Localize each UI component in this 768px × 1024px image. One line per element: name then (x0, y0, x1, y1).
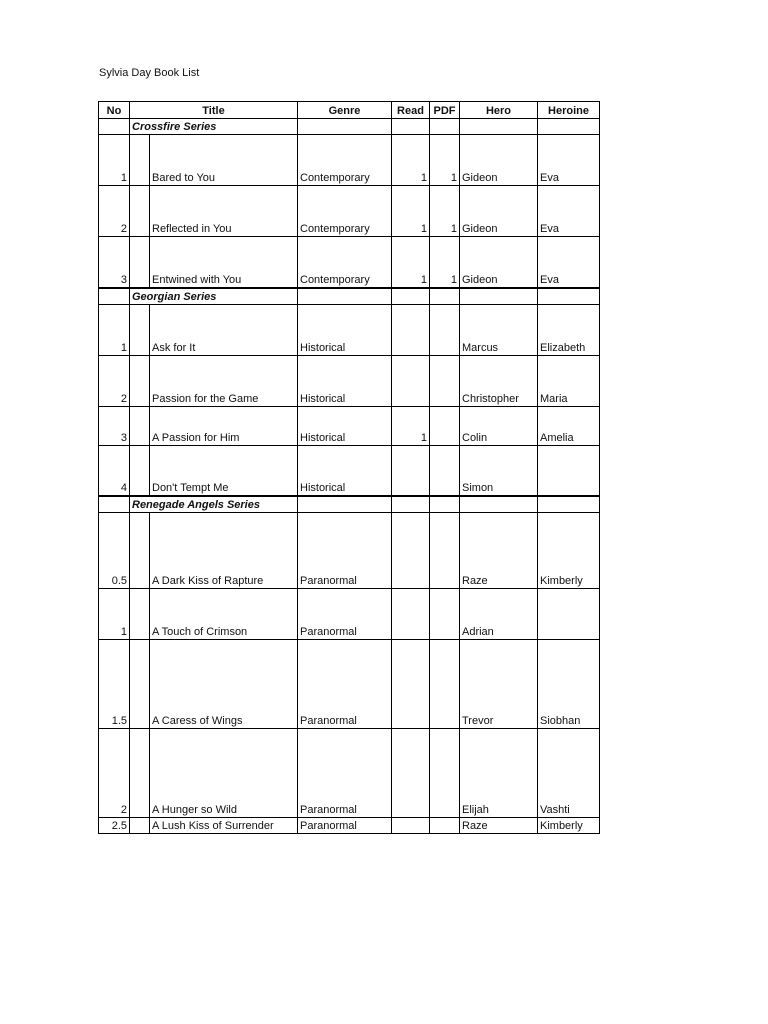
book-title: A Lush Kiss of Surrender (150, 818, 298, 834)
table-row (99, 186, 600, 237)
book-title: Ask for It (150, 304, 298, 355)
book-genre: Historical (298, 304, 392, 355)
book-hero: Marcus (460, 304, 538, 355)
book-heroine: Vashti (538, 729, 600, 818)
book-number: 0.5 (99, 513, 130, 589)
book-pdf (430, 513, 460, 589)
book-genre: Paranormal (298, 729, 392, 818)
book-genre: Contemporary (298, 186, 392, 237)
book-heroine: Elizabeth (538, 304, 600, 355)
table-row (99, 406, 600, 445)
book-heroine: Kimberly (538, 513, 600, 589)
book-genre: Historical (298, 355, 392, 406)
header-row (99, 102, 600, 119)
book-heroine: Amelia (538, 406, 600, 445)
series-name: Georgian Series (130, 288, 298, 305)
book-pdf (430, 640, 460, 729)
book-genre: Paranormal (298, 589, 392, 640)
book-list-table (98, 101, 600, 834)
book-heroine: Eva (538, 135, 600, 186)
book-read (392, 818, 430, 834)
table-row (99, 640, 600, 729)
book-genre: Historical (298, 445, 392, 496)
table-row (99, 818, 600, 834)
book-title: A Dark Kiss of Rapture (150, 513, 298, 589)
series-name: Renegade Angels Series (130, 496, 298, 513)
book-number: 2 (99, 729, 130, 818)
book-hero: Christopher (460, 355, 538, 406)
book-hero: Gideon (460, 186, 538, 237)
book-pdf: 1 (430, 186, 460, 237)
table-row (99, 237, 600, 288)
book-title: A Caress of Wings (150, 640, 298, 729)
book-read (392, 304, 430, 355)
book-hero: Gideon (460, 135, 538, 186)
book-hero: Gideon (460, 237, 538, 288)
book-title: A Touch of Crimson (150, 589, 298, 640)
book-number: 3 (99, 237, 130, 288)
book-title: Bared to You (150, 135, 298, 186)
header-heroine: Heroine (538, 102, 600, 119)
table-row (99, 304, 600, 355)
book-number: 2 (99, 186, 130, 237)
book-pdf (430, 445, 460, 496)
book-number: 1 (99, 304, 130, 355)
book-hero: Colin (460, 406, 538, 445)
book-pdf (430, 818, 460, 834)
table-row (99, 589, 600, 640)
series-row (99, 496, 600, 513)
book-genre: Paranormal (298, 818, 392, 834)
book-read: 1 (392, 135, 430, 186)
book-read: 1 (392, 186, 430, 237)
book-title: Don't Tempt Me (150, 445, 298, 496)
header-hero: Hero (460, 102, 538, 119)
book-number: 4 (99, 445, 130, 496)
book-pdf: 1 (430, 135, 460, 186)
series-name: Crossfire Series (130, 119, 298, 135)
book-read: 1 (392, 406, 430, 445)
book-hero: Elijah (460, 729, 538, 818)
header-read: Read (392, 102, 430, 119)
book-number: 2.5 (99, 818, 130, 834)
document-title: Sylvia Day Book List (99, 67, 200, 79)
series-row (99, 119, 600, 135)
book-number: 3 (99, 406, 130, 445)
book-read (392, 445, 430, 496)
table-row (99, 513, 600, 589)
book-title: A Passion for Him (150, 406, 298, 445)
book-heroine (538, 445, 600, 496)
book-genre: Paranormal (298, 640, 392, 729)
book-pdf (430, 355, 460, 406)
book-number: 2 (99, 355, 130, 406)
book-read (392, 729, 430, 818)
book-pdf (430, 729, 460, 818)
book-heroine: Eva (538, 186, 600, 237)
book-genre: Contemporary (298, 135, 392, 186)
book-read (392, 589, 430, 640)
book-hero: Raze (460, 818, 538, 834)
table-row (99, 355, 600, 406)
book-title: Reflected in You (150, 186, 298, 237)
book-pdf (430, 304, 460, 355)
table-row (99, 135, 600, 186)
table-row (99, 445, 600, 496)
book-heroine (538, 589, 600, 640)
book-read (392, 640, 430, 729)
book-title: Passion for the Game (150, 355, 298, 406)
book-pdf: 1 (430, 237, 460, 288)
book-title: A Hunger so Wild (150, 729, 298, 818)
book-heroine: Maria (538, 355, 600, 406)
book-number: 1.5 (99, 640, 130, 729)
book-hero: Raze (460, 513, 538, 589)
book-read (392, 355, 430, 406)
book-heroine: Kimberly (538, 818, 600, 834)
book-read (392, 513, 430, 589)
book-title: Entwined with You (150, 237, 298, 288)
book-number: 1 (99, 135, 130, 186)
header-no: No (99, 102, 130, 119)
header-title: Title (130, 102, 298, 119)
book-hero: Adrian (460, 589, 538, 640)
book-genre: Paranormal (298, 513, 392, 589)
book-hero: Trevor (460, 640, 538, 729)
book-heroine: Siobhan (538, 640, 600, 729)
book-pdf (430, 406, 460, 445)
book-genre: Historical (298, 406, 392, 445)
book-pdf (430, 589, 460, 640)
header-pdf: PDF (430, 102, 460, 119)
header-genre: Genre (298, 102, 392, 119)
table-row (99, 729, 600, 818)
book-number: 1 (99, 589, 130, 640)
book-genre: Contemporary (298, 237, 392, 288)
book-read: 1 (392, 237, 430, 288)
book-heroine: Eva (538, 237, 600, 288)
series-row (99, 288, 600, 305)
book-hero: Simon (460, 445, 538, 496)
